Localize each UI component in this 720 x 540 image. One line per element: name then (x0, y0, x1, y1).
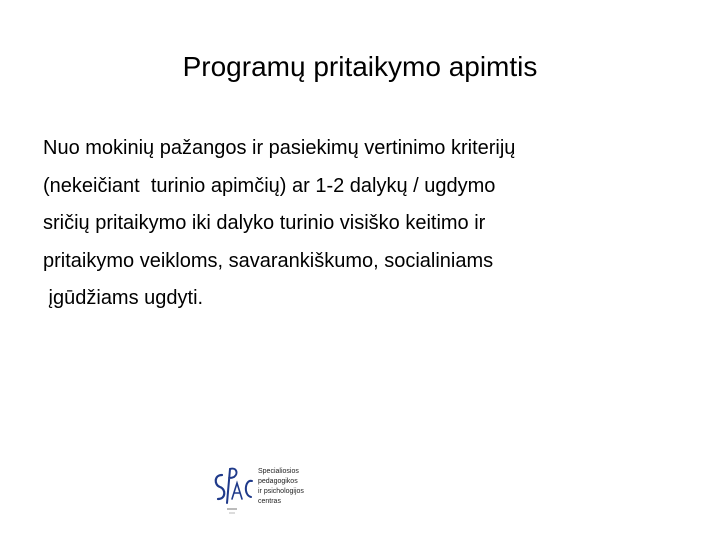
logo-text-line-3: ir psichologijos (258, 488, 304, 495)
sppc-logo-mark-icon (208, 463, 256, 518)
slide-body (43, 130, 703, 318)
logo-text-line-1: Specialiosios (258, 468, 299, 475)
body-line-4: pritaikymo veikloms, savarankiškumo, socialiniams (43, 249, 494, 272)
logo-text-line-2: pedagogikos (258, 478, 298, 485)
slide-title: Programų pritaikymo apimtis (182, 51, 538, 82)
body-line-2: (nekeičiant turinio apimčių) ar 1-2 dalykų / ugdymo (43, 174, 496, 197)
body-line-3: sričių pritaikymo iki dalyko turinio visiško keitimo ir (43, 212, 486, 234)
body-line-5: įgūdžiams ugdyti. (43, 287, 204, 309)
logo-text-line-4: centras (258, 498, 281, 505)
organization-logo (208, 463, 320, 518)
logo-text (258, 467, 320, 507)
body-line-1: Nuo mokinių pažangos ir pasiekimų vertinimo kriterijų (43, 137, 516, 159)
